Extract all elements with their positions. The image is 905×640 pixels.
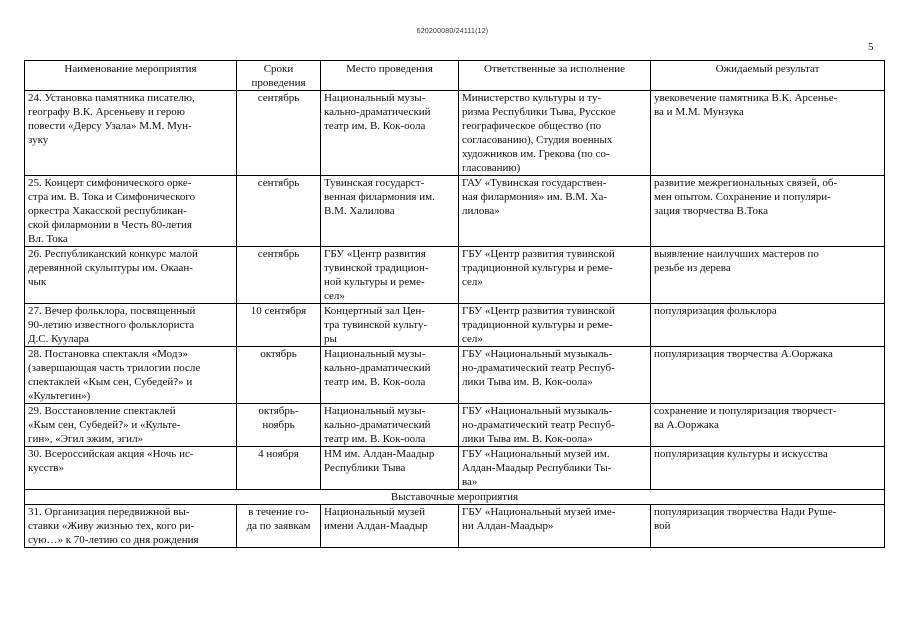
section-title: Выставочные мероприятия (25, 490, 885, 505)
event-result-cell: развитие межрегиональных связей, об- мен опытом. Сохранение и популяри- зация творчества В.Тока (651, 176, 885, 247)
event-place-cell: Национальный музы- кально-драматический театр им. В. Кок-оола (321, 91, 459, 176)
event-name-cell: 24. Установка памятника писателю, географу В.К. Арсеньеву и герою повести «Дерсу Узала» М.М. Мун- зуку (25, 91, 237, 176)
table-row (25, 247, 885, 304)
table-row (25, 91, 885, 176)
event-result-cell: популяризация культуры и искусства (651, 447, 885, 490)
event-name-cell: 31. Организация передвижной вы- ставки «Живу жизнью тех, кого ри- сую…» к 70-летию со дня рождения (25, 505, 237, 548)
event-responsible-cell: ГБУ «Национальный музыкаль- но-драматический театр Респуб- лики Тыва им. В. Кок-оола» (459, 347, 651, 404)
event-date-cell: 10 сентября (237, 304, 321, 347)
event-result-cell: увековечение памятника В.К. Арсенье- ва и М.М. Мунзука (651, 91, 885, 176)
event-place-cell: Национальный музей имени Алдан-Маадыр (321, 505, 459, 548)
event-date-cell: сентябрь (237, 176, 321, 247)
event-result-cell: популяризация фольклора (651, 304, 885, 347)
column-header-name: Наименование мероприятия (25, 61, 237, 91)
table-row (25, 447, 885, 490)
table-row (25, 404, 885, 447)
event-responsible-cell: ГБУ «Национальный музыкаль- но-драматический театр Респуб- лики Тыва им. В. Кок-оола» (459, 404, 651, 447)
event-name-cell: 30. Всероссийская акция «Ночь ис- кусств» (25, 447, 237, 490)
section-header-row (25, 490, 885, 505)
column-header-dates: Сроки проведения (237, 61, 321, 91)
event-responsible-cell: ГБУ «Национальный музей им. Алдан-Маадыр Республики Ты- ва» (459, 447, 651, 490)
event-name-cell: 28. Постановка спектакля «Модэ» (завершающая часть трилогии после спектаклей «Кым сен, Субедей?» и «Культегин») (25, 347, 237, 404)
event-name-cell: 26. Республиканский конкурс малой деревянной скульптуры им. Окаан- чык (25, 247, 237, 304)
event-place-cell: Национальный музы- кально-драматический театр им. В. Кок-оола (321, 404, 459, 447)
event-result-cell: популяризация творчества А.Ооржака (651, 347, 885, 404)
table-row (25, 176, 885, 247)
column-header-responsible: Ответственные за исполнение (459, 61, 651, 91)
column-header-result: Ожидаемый результат (651, 61, 885, 91)
column-header-place: Место проведения (321, 61, 459, 91)
event-name-cell: 27. Вечер фольклора, посвященный 90-летию известного фольклориста Д.С. Куулара (25, 304, 237, 347)
event-name-cell: 29. Восстановление спектаклей «Кым сен, Субедей?» и «Культе- гин», «Эгил эжим, эгил» (25, 404, 237, 447)
events-table (24, 60, 885, 548)
document-code: 620200080/24111(12) (416, 28, 489, 35)
event-place-cell: НМ им. Алдан-Маадыр Республики Тыва (321, 447, 459, 490)
event-place-cell: ГБУ «Центр развития тувинской традицион- ной культуры и реме- сел» (321, 247, 459, 304)
event-responsible-cell: ГАУ «Тувинская государствен- ная филармония» им. В.М. Ха- лилова» (459, 176, 651, 247)
table-row (25, 304, 885, 347)
table-row (25, 505, 885, 548)
table-header-row (25, 61, 885, 91)
event-result-cell: популяризация творчества Нади Руше- вой (651, 505, 885, 548)
page-number: 5 (868, 41, 874, 53)
event-date-cell: 4 ноября (237, 447, 321, 490)
event-place-cell: Тувинская государст- венная филармония им. В.М. Халилова (321, 176, 459, 247)
event-responsible-cell: ГБУ «Национальный музей име- ни Алдан-Маадыр» (459, 505, 651, 548)
event-result-cell: выявление наилучших мастеров по резьбе из дерева (651, 247, 885, 304)
event-place-cell: Концертный зал Цен- тра тувинской культу- ры (321, 304, 459, 347)
event-name-cell: 25. Концерт симфонического орке- стра им. В. Тока и Симфонического оркестра Хакасской республикан- ской филармонии в Честь 80-летия Вл. Тока (25, 176, 237, 247)
table-row (25, 347, 885, 404)
event-place-cell: Национальный музы- кально-драматический театр им. В. Кок-оола (321, 347, 459, 404)
event-date-cell: в течение го- да по заявкам (237, 505, 321, 548)
event-result-cell: сохранение и популяризация творчест- ва А.Ооржака (651, 404, 885, 447)
event-responsible-cell: Министерство культуры и ту- ризма Республики Тыва, Русское географическое общество (по согласованию), Студия военных художников им. Грекова (по со- гласованию) (459, 91, 651, 176)
event-date-cell: сентябрь (237, 247, 321, 304)
event-responsible-cell: ГБУ «Центр развития тувинской традиционной культуры и реме- сел» (459, 247, 651, 304)
event-date-cell: октябрь- ноябрь (237, 404, 321, 447)
event-date-cell: сентябрь (237, 91, 321, 176)
event-date-cell: октябрь (237, 347, 321, 404)
event-responsible-cell: ГБУ «Центр развития тувинской традиционной культуры и реме- сел» (459, 304, 651, 347)
